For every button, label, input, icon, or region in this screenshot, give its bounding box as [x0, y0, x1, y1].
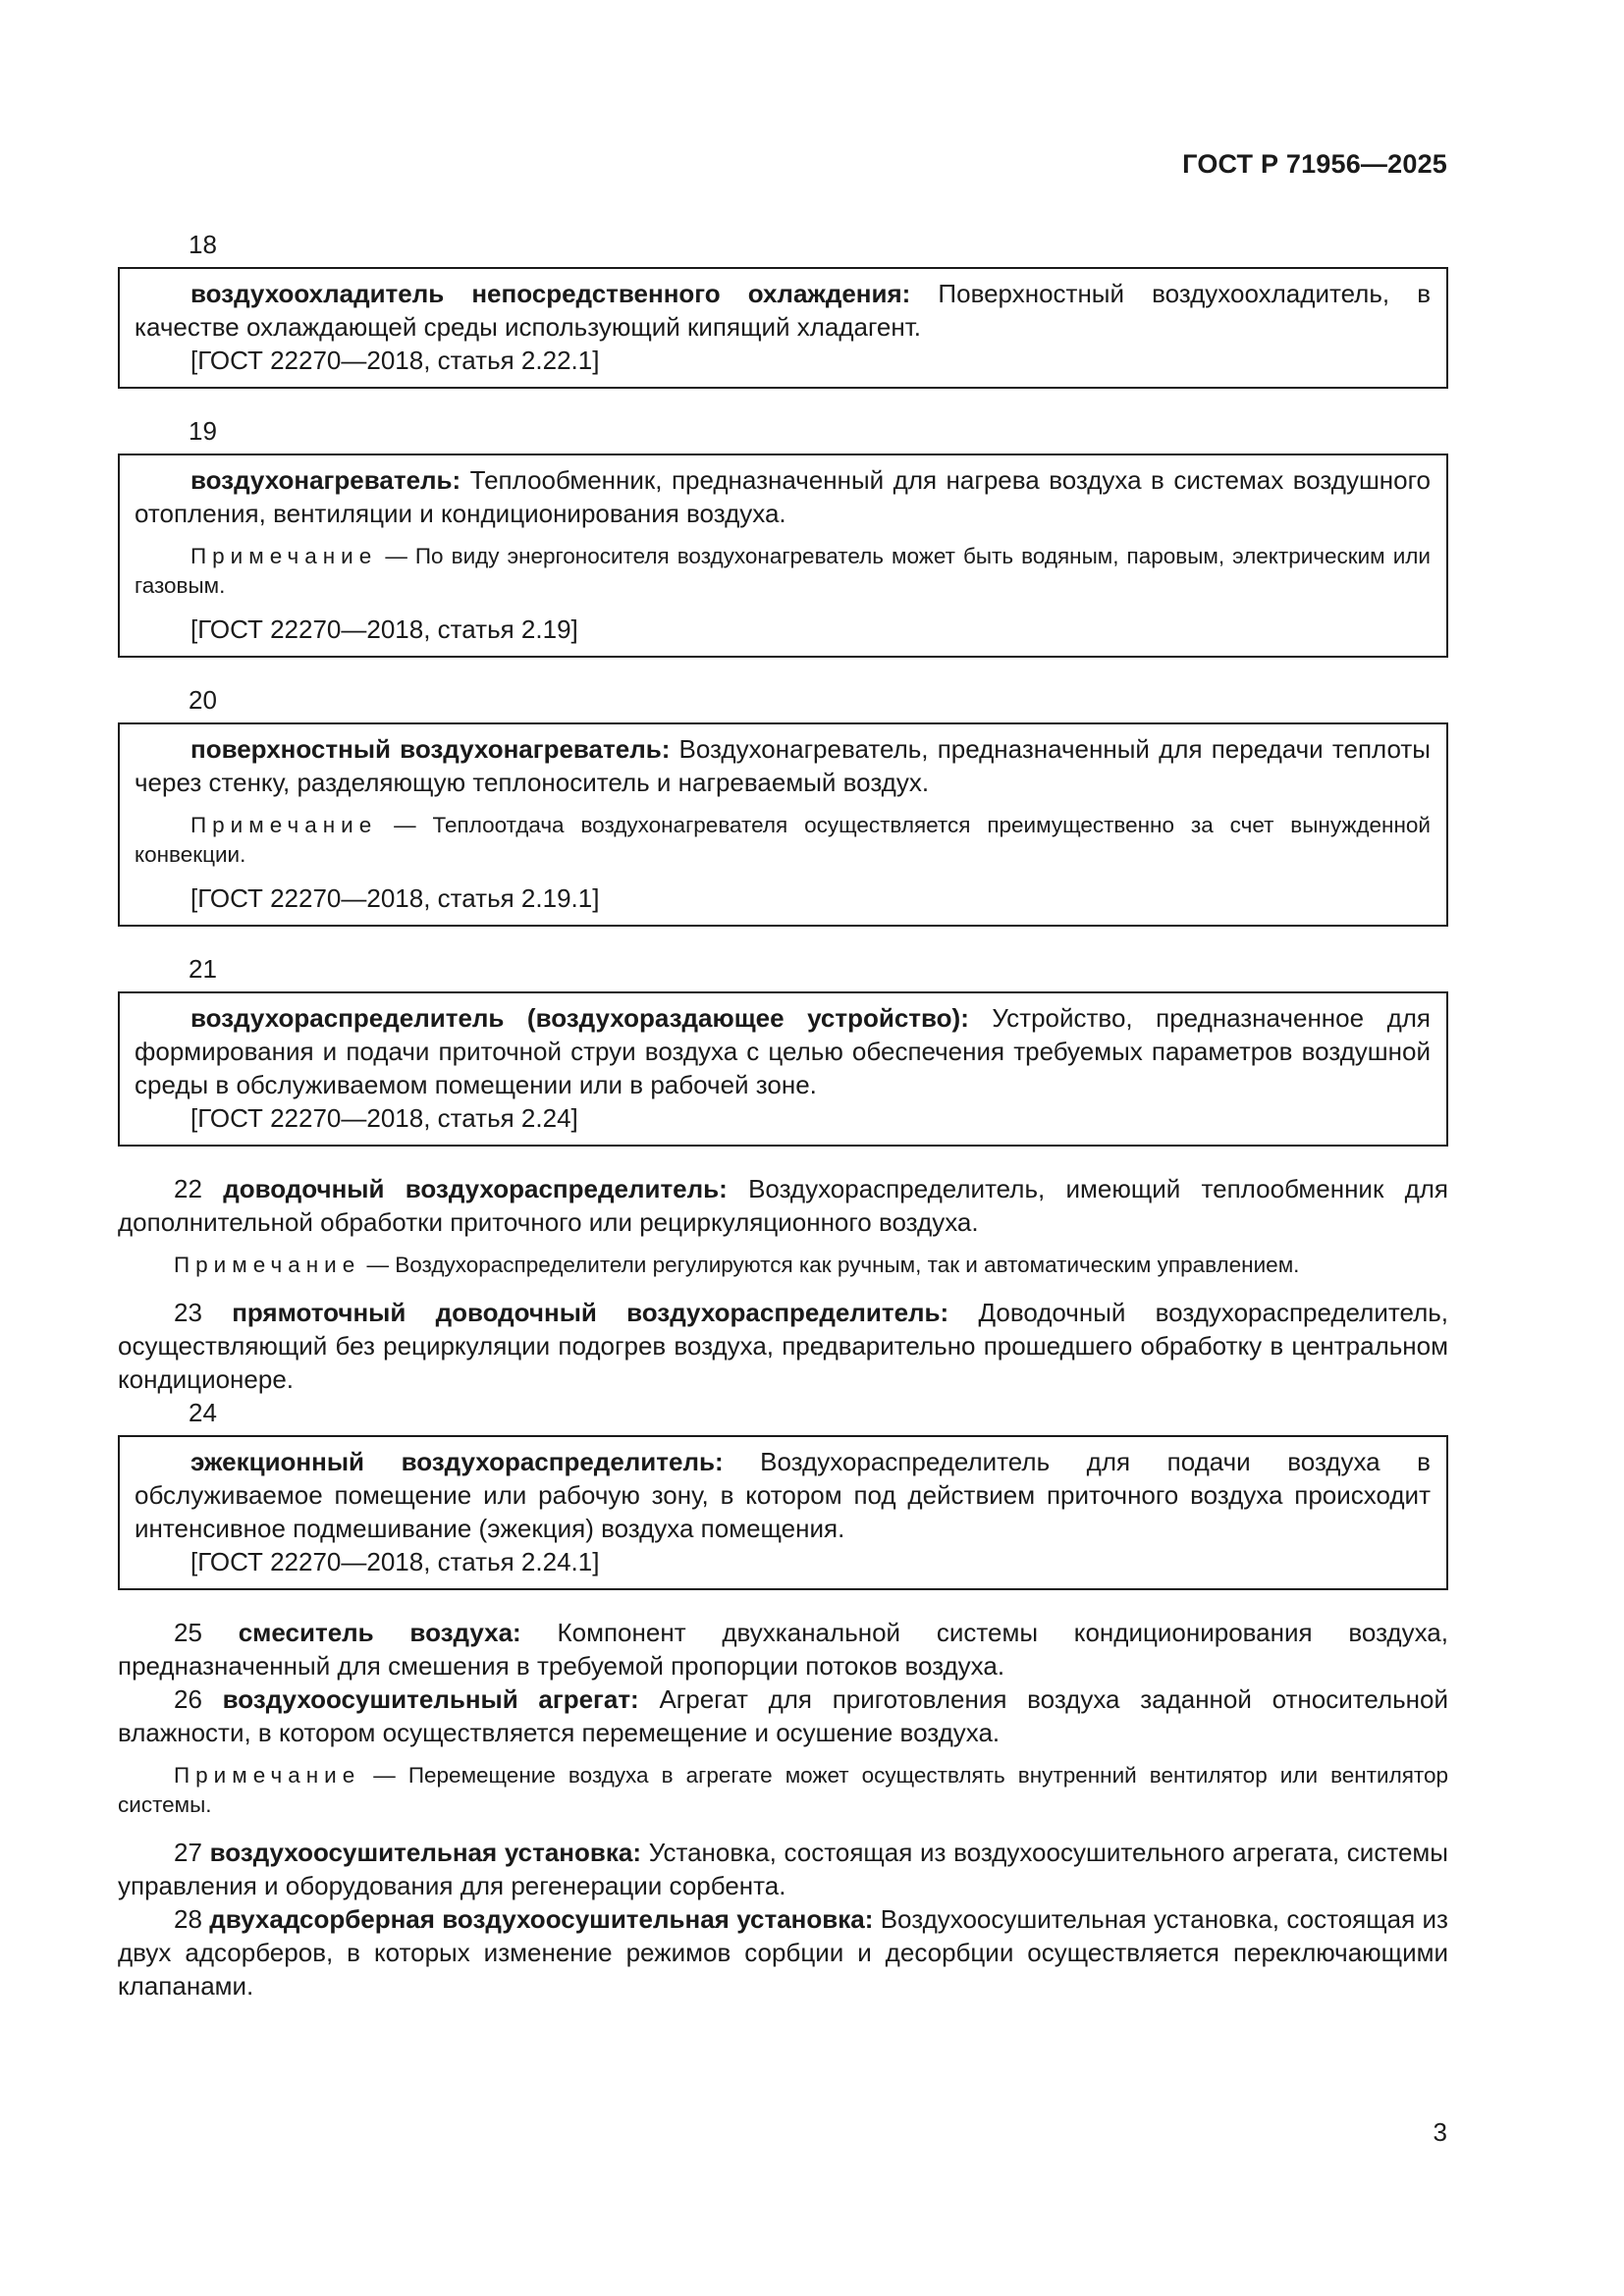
term: поверхностный воздухонагреватель:	[190, 734, 671, 764]
note-text: — Воздухораспределители регулируются как ручным, так и автоматическим управлением.	[366, 1253, 1300, 1277]
entry-number: 19	[189, 416, 217, 446]
note-label: Примечание	[190, 813, 378, 837]
source-reference: [ГОСТ 22270—2018, статья 2.22.1]	[190, 346, 600, 375]
entry-number: 28	[174, 1904, 202, 1934]
definition: Воздухораспределитель для подачи воздуха в обслуживаемое помещение или рабочую зону, в котором под действием приточного воздуха происходит интенсивное подмешивание (эжекция) воздуха помещения.	[135, 1447, 1431, 1543]
entry-number: 20	[189, 685, 217, 715]
definition-paragraph	[135, 1001, 1431, 1101]
definition: Воздухоосушительная установка, состоящая из двух адсорберов, в которых изменение режимов сорбции и десорбции осуществляется переключающими клапанами.	[118, 1904, 1448, 2001]
note	[135, 542, 1431, 601]
definition-paragraph	[135, 1445, 1431, 1545]
entry-number: 26	[174, 1684, 202, 1714]
note-text: — Перемещение воздуха в агрегате может осуществлять внутренний вентилятор или вентилятор системы.	[118, 1763, 1448, 1817]
source-reference: [ГОСТ 22270—2018, статья 2.24]	[190, 1103, 578, 1133]
term-paragraph	[118, 1836, 1448, 1902]
definition: Воздухораспределитель, имеющий теплообменник для дополнительной обработки приточного или рециркуляционного воздуха.	[118, 1174, 1449, 1237]
entry-number: 24	[189, 1398, 217, 1427]
note-label: Примечание	[190, 544, 378, 568]
term-paragraph	[118, 1902, 1448, 2002]
definition: Теплообменник, предназначенный для нагрева воздуха в системах воздушного отопления, вентиляции и кондиционирования воздуха.	[135, 465, 1431, 528]
note	[118, 1251, 1448, 1280]
note-label: Примечание	[174, 1763, 361, 1788]
term: воздухораспределитель (воздухораздающее устройство):	[190, 1003, 969, 1033]
definition: Поверхностный воздухоохладитель, в качестве охлаждающей среды использующий кипящий хладагент.	[135, 279, 1432, 342]
definition-paragraph	[135, 732, 1431, 799]
term: воздухоосушительная установка:	[209, 1838, 641, 1867]
term: воздухонагреватель:	[190, 465, 461, 495]
entry-number: 21	[189, 954, 217, 984]
term-paragraph	[118, 1616, 1448, 1682]
term: доводочный воздухораспределитель:	[223, 1174, 728, 1203]
document-header: ГОСТ Р 71956—2025	[1182, 149, 1447, 179]
entry-number: 25	[174, 1618, 202, 1647]
definition: Агрегат для приготовления воздуха заданной относительной влажности, в котором осуществляется перемещение и осушение воздуха.	[118, 1684, 1449, 1747]
note	[135, 811, 1431, 870]
note-text: — Теплоотдача воздухонагревателя осуществляется преимущественно за счет вынужденной конвекции.	[135, 813, 1431, 867]
entry-number: 27	[174, 1838, 202, 1867]
entry-number: 23	[174, 1298, 202, 1327]
entry-number: 18	[189, 230, 217, 259]
definition: Воздухонагреватель, предназначенный для передачи теплоты через стенку, разделяющую теплоноситель и нагреваемый воздух.	[135, 734, 1431, 797]
note	[118, 1761, 1448, 1820]
term: эжекционный воздухораспределитель:	[190, 1447, 724, 1476]
term: воздухоохладитель непосредственного охлаждения:	[190, 279, 911, 308]
document-body	[118, 222, 1448, 2002]
note-label: Примечание	[174, 1253, 361, 1277]
note-text: — По виду энергоносителя воздухонагреватель может быть водяным, паровым, электрическим или газовым.	[135, 544, 1431, 598]
term-box	[118, 722, 1448, 927]
term: прямоточный доводочный воздухораспределитель:	[232, 1298, 949, 1327]
term-box	[118, 1435, 1448, 1590]
source-reference: [ГОСТ 22270—2018, статья 2.19]	[190, 614, 578, 644]
term-paragraph	[118, 1172, 1448, 1239]
term: двухадсорберная воздухоосушительная установка:	[209, 1904, 874, 1934]
page-number: 3	[1433, 2117, 1447, 2147]
definition: Устройство, предназначенное для формирования и подачи приточной струи воздуха с целью обеспечения требуемых параметров воздушной среды в обслуживаемом помещении или в рабочей зоне.	[135, 1003, 1432, 1099]
definition-paragraph	[135, 277, 1431, 344]
source-reference: [ГОСТ 22270—2018, статья 2.19.1]	[190, 883, 600, 913]
term-box	[118, 454, 1448, 658]
definition: Доводочный воздухораспределитель, осуществляющий без рециркуляции подогрев воздуха, предварительно прошедшего обработку в центральном кондиционере.	[118, 1298, 1449, 1394]
term: смеситель воздуха:	[238, 1618, 521, 1647]
term-paragraph	[118, 1682, 1448, 1749]
term: воздухоосушительный агрегат:	[222, 1684, 639, 1714]
entry-number: 22	[174, 1174, 202, 1203]
term-paragraph	[118, 1296, 1448, 1396]
source-reference: [ГОСТ 22270—2018, статья 2.24.1]	[190, 1547, 600, 1576]
definition-paragraph	[135, 463, 1431, 530]
definition: Компонент двухканальной системы кондиционирования воздуха, предназначенный для смешения в требуемой пропорции потоков воздуха.	[118, 1618, 1448, 1681]
term-box	[118, 267, 1448, 389]
term-box	[118, 991, 1448, 1147]
definition: Установка, состоящая из воздухоосушительного агрегата, системы управления и оборудования для регенерации сорбента.	[118, 1838, 1448, 1900]
